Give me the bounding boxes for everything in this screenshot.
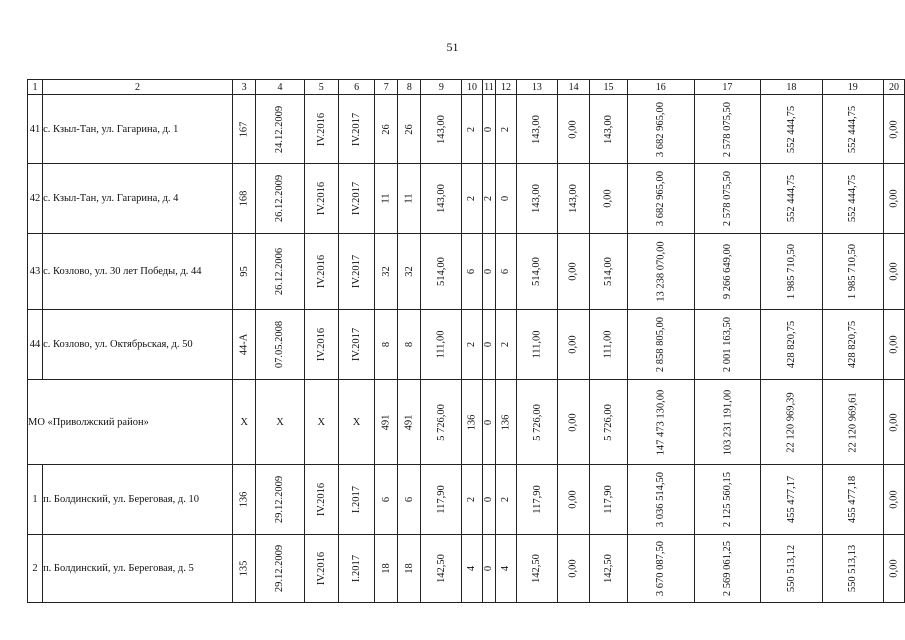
table-body (28, 80, 905, 603)
table-cell (822, 234, 883, 310)
cell-value: 2 (500, 496, 512, 503)
cell-value: 2 (466, 496, 478, 503)
table-cell (375, 234, 398, 310)
cell-value: 428 820,75 (847, 320, 859, 369)
column-number-cell: 7 (375, 80, 398, 95)
cell-value: 552 444,75 (785, 105, 797, 153)
table-cell (516, 310, 558, 380)
table-cell (398, 234, 421, 310)
table-cell (590, 380, 628, 465)
cell-value: 0,00 (888, 335, 900, 354)
cell-value: 2 (500, 126, 512, 132)
cell-value: 6 (380, 496, 392, 503)
table-cell (496, 380, 516, 465)
table-cell (883, 535, 904, 603)
table-cell (883, 310, 904, 380)
table-cell (761, 535, 822, 603)
table-cell (558, 164, 590, 234)
table-cell (496, 95, 516, 164)
table-cell (304, 465, 338, 535)
column-number-cell: 12 (496, 80, 516, 95)
cell-value: 111,00 (435, 330, 447, 359)
table-cell (398, 164, 421, 234)
cell-value: 29.12.2009 (274, 475, 286, 524)
cell-value: 552 444,75 (785, 174, 797, 223)
cell-value: 0 (483, 126, 495, 132)
cell-value: 0 (483, 419, 495, 425)
cell-value: 2 (483, 195, 495, 202)
table-cell (462, 465, 482, 535)
cell-value: 18 (403, 563, 415, 574)
cell-value: 514,00 (531, 257, 543, 286)
cell-value: 5 726,00 (603, 403, 615, 441)
table-cell (232, 164, 255, 234)
cell-value: 18 (380, 563, 392, 574)
column-number-cell: 4 (256, 80, 304, 95)
cell-value: 26 (403, 123, 415, 135)
table-cell (398, 95, 421, 164)
table-row (28, 535, 905, 603)
cell-value: 24.12.2009 (274, 105, 286, 153)
cell-value: IV.2016 (315, 181, 327, 216)
cell-value: 22 120 969,39 (785, 391, 797, 453)
table-cell (627, 380, 694, 465)
cell-value: 5 726,00 (435, 403, 447, 441)
column-number-cell: 6 (338, 80, 374, 95)
cell-value: 136 (500, 414, 512, 430)
cell-value: 111,00 (603, 330, 615, 359)
table-cell (256, 535, 304, 603)
table-cell (421, 535, 462, 603)
cell-value: 143,00 (531, 184, 543, 213)
cell-value: 168 (238, 190, 250, 207)
cell-value: 8 (403, 341, 415, 348)
table-cell (627, 95, 694, 164)
column-number-cell: 15 (590, 80, 628, 95)
cell-value: 0,00 (568, 119, 580, 139)
cell-value: IV.2016 (315, 327, 327, 362)
cell-value: 3 670 087,50 (655, 540, 667, 597)
table-cell (421, 465, 462, 535)
cell-value: 143,00 (603, 114, 615, 144)
table-cell (482, 234, 496, 310)
table-cell (232, 310, 255, 380)
table-cell (256, 310, 304, 380)
cell-value: 550 513,13 (847, 544, 859, 593)
table-cell (627, 535, 694, 603)
table-cell (694, 234, 761, 310)
table-cell (304, 164, 338, 234)
table-cell (558, 380, 590, 465)
cell-value: 2 (466, 126, 478, 132)
cell-value: 2 125 560,15 (721, 471, 733, 528)
table-cell (304, 535, 338, 603)
table-cell (375, 164, 398, 234)
cell-value: 22 120 969,61 (847, 391, 859, 453)
cell-value: 117,90 (603, 485, 615, 514)
address-cell: п. Болдинский, ул. Береговая, д. 5 (43, 535, 233, 603)
table-cell (398, 535, 421, 603)
table-cell (462, 234, 482, 310)
table-cell (822, 95, 883, 164)
cell-value: 1 985 710,50 (847, 243, 859, 300)
cell-value: 117,90 (531, 485, 543, 514)
table-cell (590, 95, 628, 164)
address-cell: с. Козлово, ул. 30 лет Победы, д. 44 (43, 234, 233, 310)
row-number-cell: 42 (28, 164, 43, 234)
cell-value: 0,00 (888, 559, 900, 578)
table-cell (398, 380, 421, 465)
not-applicable-cell: Х (256, 380, 304, 465)
cell-value: 142,50 (603, 554, 615, 583)
column-number-cell: 20 (883, 80, 904, 95)
cell-value: 0,00 (888, 189, 900, 208)
table-cell (375, 380, 398, 465)
table-cell (627, 234, 694, 310)
table-cell (883, 465, 904, 535)
cell-value: IV.2016 (315, 551, 327, 586)
table-cell (462, 535, 482, 603)
table-cell (627, 310, 694, 380)
cell-value: 117,90 (435, 485, 447, 514)
table-cell (421, 380, 462, 465)
table-cell (627, 164, 694, 234)
cell-value: 143,00 (435, 184, 447, 213)
row-number-cell: 1 (28, 465, 43, 535)
table-cell (462, 95, 482, 164)
row-number-cell: 2 (28, 535, 43, 603)
cell-value: 552 444,75 (847, 105, 859, 153)
address-cell: с. Кзыл-Тан, ул. Гагарина, д. 1 (43, 95, 233, 164)
cell-value: 0,00 (568, 412, 580, 432)
address-cell: с. Кзыл-Тан, ул. Гагарина, д. 4 (43, 164, 233, 234)
table-row (28, 95, 905, 164)
table-cell (694, 465, 761, 535)
cell-value: 142,50 (531, 554, 543, 583)
table-cell (232, 465, 255, 535)
table-cell (516, 164, 558, 234)
table-cell (761, 310, 822, 380)
table-cell (516, 535, 558, 603)
column-number-cell: 14 (558, 80, 590, 95)
table-cell (590, 310, 628, 380)
cell-value: 0,00 (568, 262, 580, 281)
cell-value: 0,00 (888, 262, 900, 281)
table-cell (482, 380, 496, 465)
cell-value: 0,00 (888, 490, 900, 509)
table-cell (496, 234, 516, 310)
cell-value: 26.12.2006 (274, 247, 286, 296)
cell-value: 0,00 (568, 559, 580, 578)
table-cell (232, 535, 255, 603)
table-cell (694, 310, 761, 380)
cell-value: 0,00 (568, 335, 580, 354)
cell-value: 32 (403, 266, 415, 277)
cell-value: 2 569 061,25 (721, 540, 733, 597)
table-cell (822, 164, 883, 234)
cell-value: 0,00 (888, 412, 900, 432)
cell-value: 143,00 (435, 114, 447, 144)
cell-value: 4 (500, 565, 512, 572)
column-number-cell: 9 (421, 80, 462, 95)
cell-value: 514,00 (603, 257, 615, 286)
column-number-cell: 8 (398, 80, 421, 95)
cell-value: 167 (238, 121, 250, 137)
table-cell (338, 164, 374, 234)
cell-value: 4 (466, 565, 478, 572)
cell-value: 514,00 (435, 257, 447, 286)
cell-value: 455 477,18 (847, 475, 859, 524)
cell-value: 07.05.2008 (274, 320, 286, 369)
table-cell (822, 310, 883, 380)
table-cell (375, 535, 398, 603)
table-cell (590, 465, 628, 535)
municipality-label: МО «Приволжский район» (28, 380, 233, 465)
cell-value: 3 036 514,50 (655, 471, 667, 528)
cell-value: 44-А (238, 333, 250, 356)
cell-value: 2 (466, 195, 478, 202)
column-number-cell: 10 (462, 80, 482, 95)
municipality-total-row (28, 380, 905, 465)
table-cell (761, 465, 822, 535)
cell-value: 111,00 (531, 330, 543, 359)
cell-value: 103 231 191,00 (721, 389, 733, 455)
table-cell (516, 234, 558, 310)
table-cell (627, 465, 694, 535)
table-cell (761, 95, 822, 164)
table-cell (375, 465, 398, 535)
table-cell (883, 380, 904, 465)
cell-value: 143,00 (568, 184, 580, 213)
cell-value: I.2017 (351, 554, 363, 583)
table-cell (822, 465, 883, 535)
cell-value: 2 (466, 341, 478, 348)
housing-table (27, 79, 905, 603)
cell-value: 26 (380, 123, 392, 135)
table-cell (232, 95, 255, 164)
cell-value: 11 (380, 193, 392, 204)
cell-value: IV.2017 (351, 254, 363, 289)
table-row (28, 234, 905, 310)
table-cell (256, 234, 304, 310)
page-number: 51 (446, 40, 459, 54)
cell-value: 136 (238, 491, 250, 508)
table-cell (462, 164, 482, 234)
cell-value: IV.2017 (351, 112, 363, 146)
table-cell (375, 310, 398, 380)
column-number-cell: 11 (482, 80, 496, 95)
cell-value: 136 (466, 414, 478, 430)
table-cell (482, 465, 496, 535)
cell-value: 0 (483, 565, 495, 572)
table-cell (482, 535, 496, 603)
column-number-cell: 13 (516, 80, 558, 95)
column-number-cell: 17 (694, 80, 761, 95)
table-cell (496, 164, 516, 234)
table-cell (558, 95, 590, 164)
table-cell (462, 380, 482, 465)
not-applicable-cell: Х (232, 380, 255, 465)
cell-value: 2 578 075,50 (721, 101, 733, 157)
table-row (28, 465, 905, 535)
row-number-cell: 44 (28, 310, 43, 380)
table-cell (398, 465, 421, 535)
table-row (28, 164, 905, 234)
table-cell (761, 164, 822, 234)
table-cell (338, 234, 374, 310)
address-cell: с. Козлово, ул. Октябрьская, д. 50 (43, 310, 233, 380)
column-number-cell: 2 (43, 80, 233, 95)
cell-value: 142,50 (435, 554, 447, 583)
table-cell (558, 234, 590, 310)
row-number-cell: 43 (28, 234, 43, 310)
cell-value: IV.2016 (315, 112, 327, 146)
cell-value: 2 001 163,50 (721, 316, 733, 373)
table-cell (694, 95, 761, 164)
cell-value: 552 444,75 (847, 174, 859, 223)
table-cell (822, 535, 883, 603)
cell-value: 6 (403, 496, 415, 503)
cell-value: 5 726,00 (531, 403, 543, 441)
table-cell (694, 535, 761, 603)
cell-value: 2 (500, 341, 512, 348)
cell-value: 95 (238, 266, 250, 277)
cell-value: 0 (483, 341, 495, 348)
table-cell (883, 234, 904, 310)
table-cell (590, 164, 628, 234)
table-cell (694, 164, 761, 234)
cell-value: 0 (483, 496, 495, 503)
cell-value: 491 (403, 414, 415, 430)
cell-value: 0,00 (603, 189, 615, 208)
cell-value: 11 (403, 193, 415, 204)
table-cell (558, 310, 590, 380)
not-applicable-cell: Х (338, 380, 374, 465)
table-cell (482, 164, 496, 234)
cell-value: 3 682 965,00 (655, 101, 667, 157)
column-number-cell: 3 (232, 80, 255, 95)
table-cell (421, 234, 462, 310)
table-cell (482, 95, 496, 164)
table-cell (375, 95, 398, 164)
table-cell (496, 310, 516, 380)
cell-value: IV.2016 (315, 482, 327, 517)
table-cell (496, 465, 516, 535)
cell-value: 455 477,17 (785, 475, 797, 524)
column-number-cell: 16 (627, 80, 694, 95)
table-cell (338, 95, 374, 164)
cell-value: 6 (466, 268, 478, 275)
table-cell (256, 95, 304, 164)
cell-value: 9 266 649,00 (721, 243, 733, 300)
table-cell (558, 465, 590, 535)
cell-value: 29.12.2009 (274, 544, 286, 593)
not-applicable-cell: Х (304, 380, 338, 465)
cell-value: I.2017 (351, 485, 363, 514)
cell-value: IV.2017 (351, 181, 363, 216)
table-cell (496, 535, 516, 603)
table-cell (516, 95, 558, 164)
table-cell (256, 465, 304, 535)
table-cell (421, 95, 462, 164)
table-cell (822, 380, 883, 465)
table-cell (558, 535, 590, 603)
cell-value: 135 (238, 560, 250, 577)
cell-value: 32 (380, 266, 392, 277)
cell-value: 0,00 (888, 119, 900, 139)
cell-value: IV.2016 (315, 254, 327, 289)
table-cell (338, 535, 374, 603)
table-cell (232, 234, 255, 310)
cell-value: 143,00 (531, 114, 543, 144)
table-cell (421, 310, 462, 380)
table-cell (462, 310, 482, 380)
column-number-cell: 5 (304, 80, 338, 95)
column-number-cell: 1 (28, 80, 43, 95)
cell-value: 26.12.2009 (274, 174, 286, 223)
table-row (28, 310, 905, 380)
address-cell: п. Болдинский, ул. Береговая, д. 10 (43, 465, 233, 535)
table-cell (761, 380, 822, 465)
table-cell (338, 465, 374, 535)
cell-value: 1 985 710,50 (785, 243, 797, 300)
table-cell (883, 95, 904, 164)
row-number-cell: 41 (28, 95, 43, 164)
cell-value: 0 (483, 268, 495, 275)
column-number-cell: 19 (822, 80, 883, 95)
table-cell (338, 310, 374, 380)
table-cell (761, 234, 822, 310)
cell-value: 0,00 (568, 490, 580, 509)
table-cell (304, 95, 338, 164)
cell-value: 147 473 130,00 (655, 389, 667, 455)
cell-value: 0 (500, 195, 512, 202)
table-cell (256, 164, 304, 234)
cell-value: 3 682 965,00 (655, 170, 667, 227)
table-cell (304, 234, 338, 310)
cell-value: 6 (500, 268, 512, 275)
cell-value: 550 513,12 (785, 544, 797, 593)
cell-value: 2 858 805,00 (655, 316, 667, 373)
cell-value: 2 578 075,50 (721, 170, 733, 227)
cell-value: 13 238 070,00 (655, 241, 667, 302)
table-cell (590, 535, 628, 603)
table-cell (694, 380, 761, 465)
table-cell (421, 164, 462, 234)
table-cell (482, 310, 496, 380)
table-cell (590, 234, 628, 310)
table-cell (516, 380, 558, 465)
column-number-row (28, 80, 905, 95)
table-cell (398, 310, 421, 380)
table-cell (516, 465, 558, 535)
table-cell (304, 310, 338, 380)
cell-value: 491 (380, 414, 392, 430)
cell-value: IV.2017 (351, 327, 363, 362)
cell-value: 428 820,75 (785, 320, 797, 369)
cell-value: 8 (380, 341, 392, 348)
table-cell (883, 164, 904, 234)
column-number-cell: 18 (761, 80, 822, 95)
